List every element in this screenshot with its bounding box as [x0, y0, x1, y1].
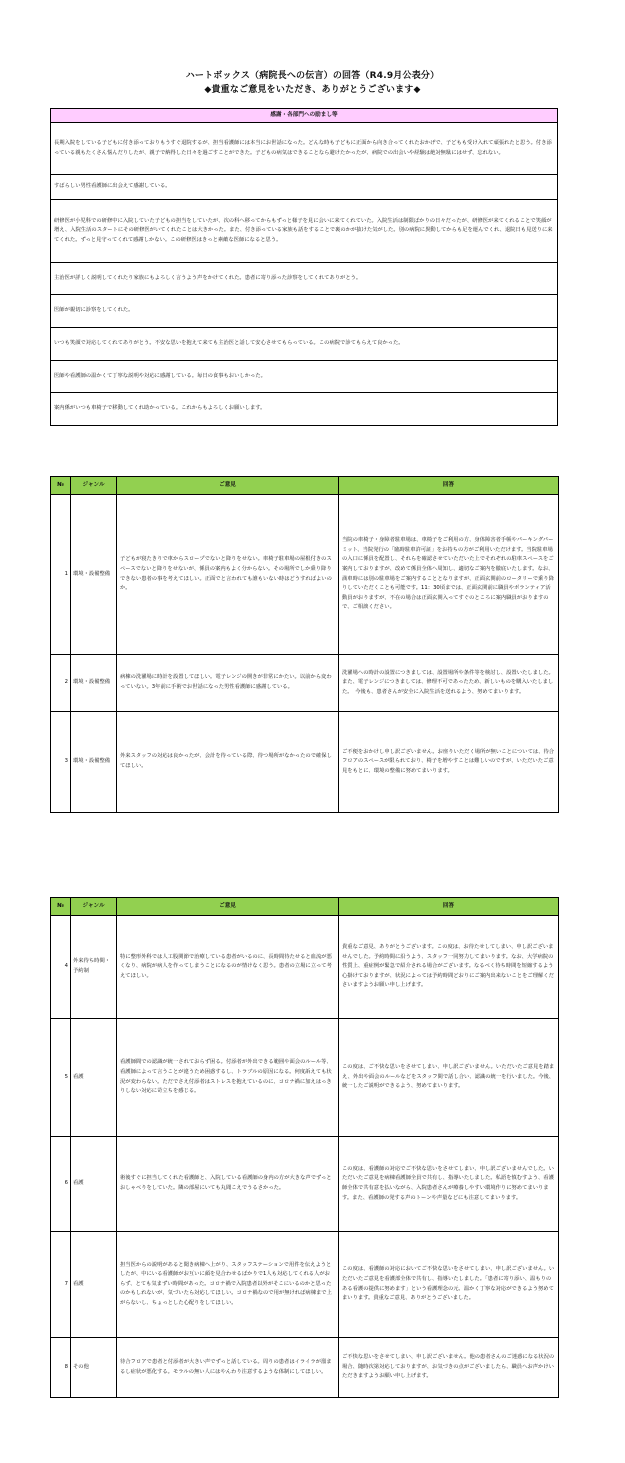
- row-no: 4: [51, 916, 71, 1019]
- row-opinion: 子どもが寝たきりで車からスロープでないと降りをせない。車椅子駐車場の屋根付きのスペースでないと降りをせないが、係員の案内もよく分からない。その場所でしか乗り降りできない患者の事を考えてほしい。正面でと言われても誰もいない時はどうすればよいのか。: [117, 495, 339, 655]
- row-answer: 洗濯場への時計の設置につきましては、設置場所や条件等を検討し、設置いたしました。また、電子レンジにつきましては、修理不可であったため、新しいものを購入いたしました。 今後も、患者さんが安全に入院生活を送れるよう、努めてまいります。: [339, 655, 559, 712]
- row-answer: この度は、看護師の対応でご不快な思いをさせてしまい、申し訳ございませんでした。いただいたご意見を病棟看護師全員で共有し、指導いたしました。私語を慎むすよう、看護師全体で共有意を払いながら、入院患者さんが療養しやすい環境作りに努めてまいります。また、看護師の発する声のトーンや声量などにも注意してまいります。: [339, 1137, 559, 1232]
- table-row: [51, 916, 559, 1019]
- row-opinion: 待合フロアで患者と付添者が大きい声でずっと話している。周りの患者はイライラが溜まるし症状が悪化する。モラルの無い人にはやんわり注意するような体制にしてほしい。: [117, 1338, 339, 1398]
- row-no: 6: [51, 1137, 71, 1232]
- row-opinion: 病棟の洗濯場に時計を設置してほしい。電子レンジの開きが非常にかたい。以前から変わっていない。3年前に手術でお世話になった男性看護師に感謝している。: [117, 655, 339, 712]
- row-genre: 環境・設備整備: [71, 655, 117, 712]
- col-header-answer: 回答: [339, 477, 559, 495]
- row-no: 1: [51, 495, 71, 655]
- col-header-opinion: ご意見: [117, 477, 339, 495]
- page-subtitle: ◆貴重なご意見をいただき、ありがとうございます◆: [204, 85, 421, 95]
- table-row: [51, 1232, 559, 1338]
- thanks-item: 案内係がいつも車椅子で移動してくれ助かっている。これからもよろしくお願いします。: [51, 393, 558, 426]
- table-row: [51, 1338, 559, 1398]
- col-header-genre: ジャンル: [71, 477, 117, 495]
- row-genre: 看護: [71, 1232, 117, 1338]
- row-answer: この度は、看護師の対応においてご不快な思いをさせてしまい、申し訳ございません。いただいたご意見を看護部全体で共有し、指導いたしました。「患者に寄り添い、温もりのある看護の提供に努めます」という看護理念の元、温かく丁寧な対応ができるよう努めてまいります。貴重なご意見、ありがとうございました。: [339, 1232, 559, 1338]
- row-genre: 環境・設備整備: [71, 712, 117, 813]
- row-answer: ご不快な思いをさせてしまい、申し訳ございません。他の患者さんのご迷惑になる状況の場合、随時次第対応しておりますが、お気づきの点がございましたら、職員へお声かけいただきますようお願い申し上げます。: [339, 1338, 559, 1398]
- row-no: 5: [51, 1019, 71, 1137]
- row-answer: この度は、ご不快な思いをさせてしまい、申し訳ございません。いただいたご意見を踏まえ、外出や面会のルールなどをスタッフ間で話し合い、認識の統一を行いました。今後、統一したご説明ができるよう、努めてまいります。: [339, 1019, 559, 1137]
- thanks-item: 長期入院をしている子どもに付き添っておりもうすぐ退院するが、担当看護師には本当にお世話になった。どんな時も子どもに正面から向き合ってくれたおかげで、子どもも受け入れて頑張れたと思う。付き添っている親もたくさん悩んだりしたが、親子で納得した日々を過ごすことができた。子どもの病気はできることなら避けたかったが、病院での出会いや経験は絶対無駄にはせず、忘れない。: [51, 123, 558, 175]
- opinion-table-1: [50, 476, 559, 813]
- row-opinion: 担当医からの説明があると聞き病棟へ上がり、スタッフステーションで用件を伝えようとしたが、中にいる看護師がお互いに顔を見合わせるばかりで1人も対応してくれる人がおらず、とても気まずい時間があった。コロナ禍で入院患者以外がそこにいるのかと思ったのかもしれないが、気づいたら対応してほしい。コロナ禍なので用が無ければ病棟まで上がらないし、ちょっとした心配りをしてほしい。: [117, 1232, 339, 1338]
- table-row: [51, 712, 559, 813]
- thanks-item: 主治医が詳しく説明してくれたり家族にもよろしく言うよう声をかけてくれた。患者に寄り添った診察をしてくれてありがとう。: [51, 263, 558, 295]
- thanks-table: [50, 108, 558, 426]
- table-row: [51, 495, 559, 655]
- row-no: 2: [51, 655, 71, 712]
- row-genre: 外来待ち時間・予約制: [71, 916, 117, 1019]
- table-row: [51, 1137, 559, 1232]
- col-header-no: №: [51, 898, 71, 916]
- thanks-heading: 感謝・各部門への励まし等: [51, 109, 558, 123]
- table-row: [51, 655, 559, 712]
- row-genre: その他: [71, 1338, 117, 1398]
- thanks-item: すばらしい男性看護師に出会えて感謝している。: [51, 175, 558, 200]
- thanks-item: いつも笑顔で対応してくれてありがとう。不安な思いを抱えて来ても主治医と話して安心させてもらっている。この病院で診てもらえて良かった。: [51, 328, 558, 361]
- row-answer: ご不便をおかけし申し訳ございません。お座りいただく場所が無いことについては、待合フロアのスペースが限られており、椅子を増やすことは難しいのですが、いただいたご意見をもとに、環境の整備に努めてまいります。: [339, 712, 559, 813]
- row-opinion: 特に整形外科では人工股関節で治療している患者がいるのに、長時間待たせると血流が悪くなり、病院が病人を作ってしまうことになるのが情けなく思う。患者の立場に立って考えてほしい。: [117, 916, 339, 1019]
- row-genre: 環境・設備整備: [71, 495, 117, 655]
- row-answer: 貴重なご意見、ありがとうございます。この度は、お待たせしてしまい、申し訳ございませんでした。予約時間に沿うよう、スタッフ一同努力してまいります。なお、大学病院の性質上、重症例が緊急で紹介される場合がございます。なるべく待ち時間を短縮するよう心掛けておりますが、状況によっては予約時間どおりにご案内出来ないことをご理解くださいますようお願い申し上げます。: [339, 916, 559, 1019]
- row-no: 8: [51, 1338, 71, 1398]
- col-header-answer: 回答: [339, 898, 559, 916]
- row-genre: 看護: [71, 1019, 117, 1137]
- thanks-item: 研修医が小児科での研修中に入院していた子どもの担当をしていたが、次の科へ移ってからもずっと様子を見に会いに来てくれていた。入院生活は制限ばかりの日々だったが、研修医が来てくれることで笑顔が増え、入院生活のスタートにその研修医がいてくれたことは大きかった。また、付き添っている家族も話をすることで裏のかが抜けた気がした。別の病院に異動してからも足を運んでくれ、退院日も見送りに来てくれた。ずっと見守ってくれて感謝しかない。この研修医はきっと素敵な医師になると思う。: [51, 200, 558, 263]
- row-no: 7: [51, 1232, 71, 1338]
- row-opinion: 外来スタッフの対応は良かったが、会計を待っている際、待つ場所がなかったので確保してほしい。: [117, 712, 339, 813]
- col-header-genre: ジャンル: [71, 898, 117, 916]
- row-opinion: 術後すぐに担当してくれた看護師と、入院している看護師の身内の方が大きな声でずっとおしゃべりをしていた。隣の部屋にいても丸聞こえでうるさかった。: [117, 1137, 339, 1232]
- col-header-opinion: ご意見: [117, 898, 339, 916]
- opinion-table-2: [50, 897, 559, 1398]
- row-opinion: 看護師間での認識が統一されておらず困る。付添者が外出できる範囲や面会のルール等、看護師によって言うことが違うため困惑するし、トラブルの原因になる。何度訴えても状況が変わらない。ただでさえ付添者はストレスを抱えているのに、コロナ禍に加えはっきりしない対応に苛立ちを感じる。: [117, 1019, 339, 1137]
- col-header-no: №: [51, 477, 71, 495]
- table-row: [51, 1019, 559, 1137]
- thanks-item: 医師や看護師の温かくて丁寧な説明や対応に感謝している。毎日の食事もおいしかった。: [51, 361, 558, 393]
- page-title: ハートボックス（病院長への伝言）の回答（R4.9月公表分）: [185, 71, 440, 81]
- thanks-item: 医師が親切に診察をしてくれた。: [51, 295, 558, 328]
- row-no: 3: [51, 712, 71, 813]
- row-answer: 当院の車椅子・身障者駐車場は、車椅子をご利用の方、身体障害者手帳やパーキングパーミット、当院発行の「臨時駐車許可証」をお持ちの方がご利用いただけます。当院駐車場の入口に係員を配置し、それらを確認させていただいた上でそれぞれの駐車スペースをご案内しておりますが、改めて係員全体へ周知し、適切なご案内を徹底いたします。なお、満車時には別の駐車場をご案内することとなりますが、正面玄関前のロータリーで乗り降りしていただくことも可能です。11：30頃までは、正面玄関前に職員やボランティア活動員がおりますが、不在の場合は正面玄関入ってすぐのところに案内職員がおりますので、ご相談ください。: [339, 495, 559, 655]
- row-genre: 看護: [71, 1137, 117, 1232]
